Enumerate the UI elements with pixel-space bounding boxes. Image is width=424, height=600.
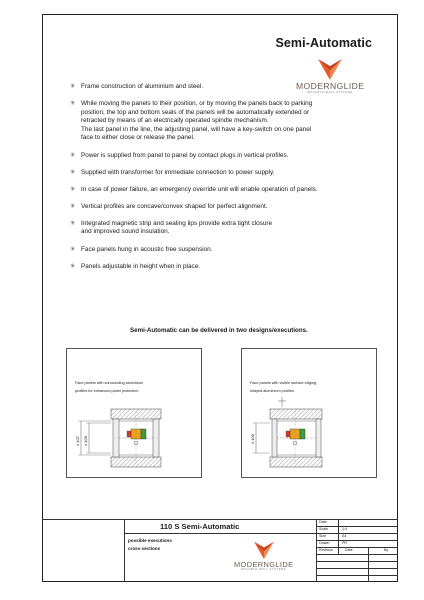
title-block-grid-line [316, 554, 398, 555]
brand-logo-small [234, 540, 293, 572]
bullet-icon: ✳ [70, 83, 76, 90]
feature-item: ✳ Vertical profiles are concave/convex shaped for perfect alignment. [70, 202, 268, 210]
design-panel-2 [241, 348, 377, 478]
title-block-grid-line [316, 561, 398, 562]
title-block-grid-line [316, 533, 398, 534]
bullet-icon: ✳ [70, 245, 76, 253]
page-title: Semi-Automatic [275, 36, 372, 50]
bullet-icon: ✳ [70, 262, 76, 270]
feature-item: ✳ Power is supplied from panel to panel by contact plugs in vertical profiles. [70, 151, 289, 159]
field-by-label: By [384, 548, 389, 552]
feature-list [70, 83, 388, 280]
title-block-subtitle: cross sections [128, 546, 161, 551]
feature-item: ✳ Panels adjustable in height when in place. [70, 262, 201, 270]
field-drawn-value: PR [342, 541, 347, 545]
feature-item: ✳ Frame construction of aluminium and steel. [70, 83, 204, 90]
dimension-label: ± 100 [250, 434, 255, 444]
dimension-label: ± 107 [75, 436, 80, 446]
dimension-label: ± 103 [83, 436, 88, 446]
bullet-icon: ✳ [70, 185, 76, 193]
title-block-grid-line [316, 568, 398, 569]
title-block-grid-line [338, 519, 339, 554]
title-block-divider [316, 519, 317, 582]
brand-tagline: MOVABLE WALL SYSTEMS [307, 90, 353, 94]
brand-mark-icon [253, 540, 275, 560]
product-title: 110 S Semi-Automatic [160, 522, 240, 531]
title-block-divider [124, 519, 125, 582]
feature-item: ✳ While moving the panels to their position, or by moving the panels back to parking position, the top and bottom seals of the panels will be automatically extended or retracted by means of an electrically operated spindle mechanism. The last panel in the line, the adjusting panel, will have a key-switch on one panel face to either close or release the panel. [70, 100, 313, 142]
design-panel-1 [66, 348, 202, 478]
cross-section-drawing-1 [67, 349, 203, 479]
field-revision-date-label: Date [345, 548, 353, 552]
bullet-icon: ✳ [70, 100, 76, 108]
field-drawn-label: Drawn [319, 541, 330, 545]
cross-section-drawing-2 [242, 349, 378, 479]
bullet-icon: ✳ [70, 219, 76, 227]
bullet-icon: ✳ [70, 202, 76, 210]
feature-item: ✳ Integrated magnetic strip and sealing lips provide extra tight closure and improved sound insulation. [70, 219, 273, 236]
feature-item: ✳ Face panels hung in acoustic free suspension. [70, 245, 213, 253]
field-size-label: Size [319, 534, 326, 538]
feature-item: ✳ Supplied with transformer for immediate connection to power supply. [70, 168, 275, 176]
title-block-divider [42, 519, 398, 520]
title-block-grid-line [316, 575, 398, 576]
designs-heading: Semi-Automatic can be delivered in two designs/executions. [130, 327, 308, 334]
bullet-icon: ✳ [70, 168, 76, 176]
title-block-grid-line [368, 547, 369, 582]
design-caption: Face panels with surrounding aluminium profiles for enhanced panel protection [75, 381, 143, 393]
field-revision-label: Revision [319, 548, 333, 552]
brand-name: MODERNGLIDE [296, 81, 365, 91]
field-size-value: A4 [342, 534, 347, 538]
title-block-subtitle: possible executions [128, 538, 172, 543]
brand-tagline: MOVABLE WALL SYSTEMS [241, 568, 287, 572]
field-scale-value: 1:4 [342, 527, 347, 531]
brand-name: MODERNGLIDE [234, 560, 294, 569]
bullet-icon: ✳ [70, 151, 76, 159]
title-block-divider [124, 533, 316, 534]
field-date-label: Date [319, 520, 327, 524]
design-caption: Face panels with visible surface edging. Inlayed aluminium profiles [250, 381, 318, 393]
feature-item: ✳ In case of power failure, an emergency override unit will enable operation of panels. [70, 185, 318, 193]
title-block-grid-line [316, 526, 398, 527]
brand-mark-icon [317, 57, 343, 81]
field-scale-label: Scale [319, 527, 328, 531]
